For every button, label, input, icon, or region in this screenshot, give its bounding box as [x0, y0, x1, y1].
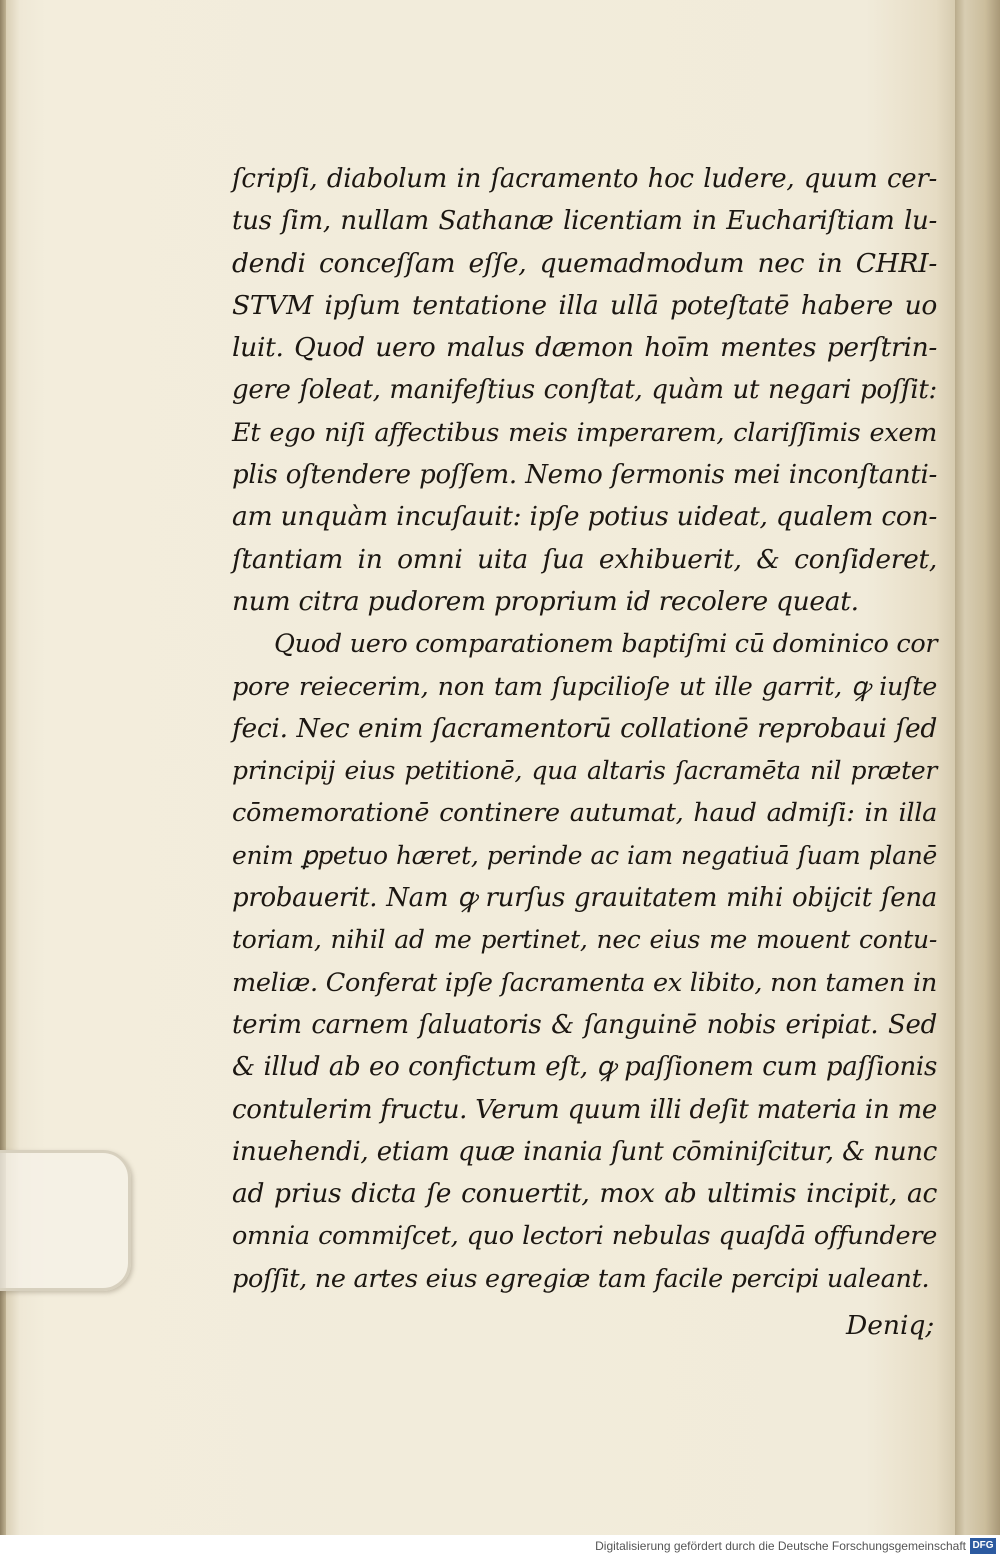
- text-line: & illud ab eo confictum eſt, ꝙ paſſionem cum paſſionis: [232, 1052, 937, 1083]
- text-line: meliæ. Conferat ipſe ſacramenta ex libito, non tamen in: [232, 967, 937, 998]
- text-line: STVM ipſum tentatione illa ullā poteſtatē habere uo: [232, 289, 937, 321]
- text-line: contulerim fructu. Verum quum illi deſit materia in me: [232, 1094, 937, 1125]
- text-line: dendi conceſſam eſſe, quemadmodum nec in CHRI-: [232, 247, 937, 279]
- text-line: cōmemorationē continere autumat, haud admiſi: in illa: [232, 798, 937, 829]
- body-text: [232, 158, 937, 1300]
- text-line: probauerit. Nam ꝙ rurſus grauitatem mihi obijcit ſena: [232, 883, 937, 914]
- text-line: tus ſim, nullam Sathanæ licentiam in Euchariſtiam lu-: [232, 206, 937, 237]
- text-line: ſtantiam in omni uita ſua exhibuerit, & conſideret,: [232, 543, 937, 575]
- text-line: omnia commiſcet, quo lectori nebulas quaſdā offundere: [232, 1221, 937, 1252]
- text-line: feci. Nec enim ſacramentorū collationē reprobaui ſed: [232, 712, 937, 744]
- page-stack-edge: [955, 0, 1000, 1535]
- text-line: principij eius petitionē, qua altaris ſacramēta nil præter: [232, 756, 937, 786]
- text-line: inuehendi, etiam quæ inania ſunt cōminiſcitur, & nunc: [232, 1136, 937, 1167]
- digitization-footer: [0, 1535, 1000, 1560]
- text-line: enim ꝑpetuo hæret, perinde ac iam negatiuā ſuam planē: [232, 840, 937, 870]
- catchword: Deniq;: [846, 1310, 935, 1341]
- text-line: luit. Quod uero malus dæmon hoīm mentes perſtrin-: [232, 332, 937, 364]
- text-line: gere ſoleat, manifeſtius conſtat, quàm ut negari poſſit:: [232, 375, 937, 406]
- text-line: terim carnem ſaluatoris & ſanguinē nobis eripiat. Sed: [232, 1009, 937, 1040]
- text-line: poſſit, ne artes eius egregiæ tam facile percipi ualeant.: [232, 1263, 930, 1294]
- page-clip: [0, 1150, 131, 1291]
- text-line: num citra pudorem proprium id recolere queat.: [232, 585, 859, 617]
- footer-credit: Digitalisierung gefördert durch die Deutsche Forschungsgemeinschaft: [595, 1539, 966, 1553]
- text-line: pore reiecerim, non tam ſupcilioſe ut ille garrit, ꝙ iuſte: [232, 671, 937, 702]
- text-line: am unquàm incuſauit: ipſe potius uideat, qualem con-: [232, 501, 937, 533]
- text-line: Et ego niſi affectibus meis imperarem, clariſſimis exem: [232, 417, 937, 448]
- dfg-logo: DFG: [970, 1538, 996, 1554]
- text-line: toriam, nihil ad me pertinet, nec eius me mouent contu-: [232, 925, 937, 955]
- text-line: Quod uero comparationem baptiſmi cū dominico cor: [274, 629, 938, 660]
- text-line: ad prius dicta ſe conuertit, mox ab ultimis incipit, ac: [232, 1178, 937, 1210]
- text-line: ſcripſi, diabolum in ſacramento hoc ludere, quum cer-: [232, 164, 937, 194]
- text-line: plis oſtendere poſſem. Nemo ſermonis mei inconſtanti-: [232, 460, 937, 491]
